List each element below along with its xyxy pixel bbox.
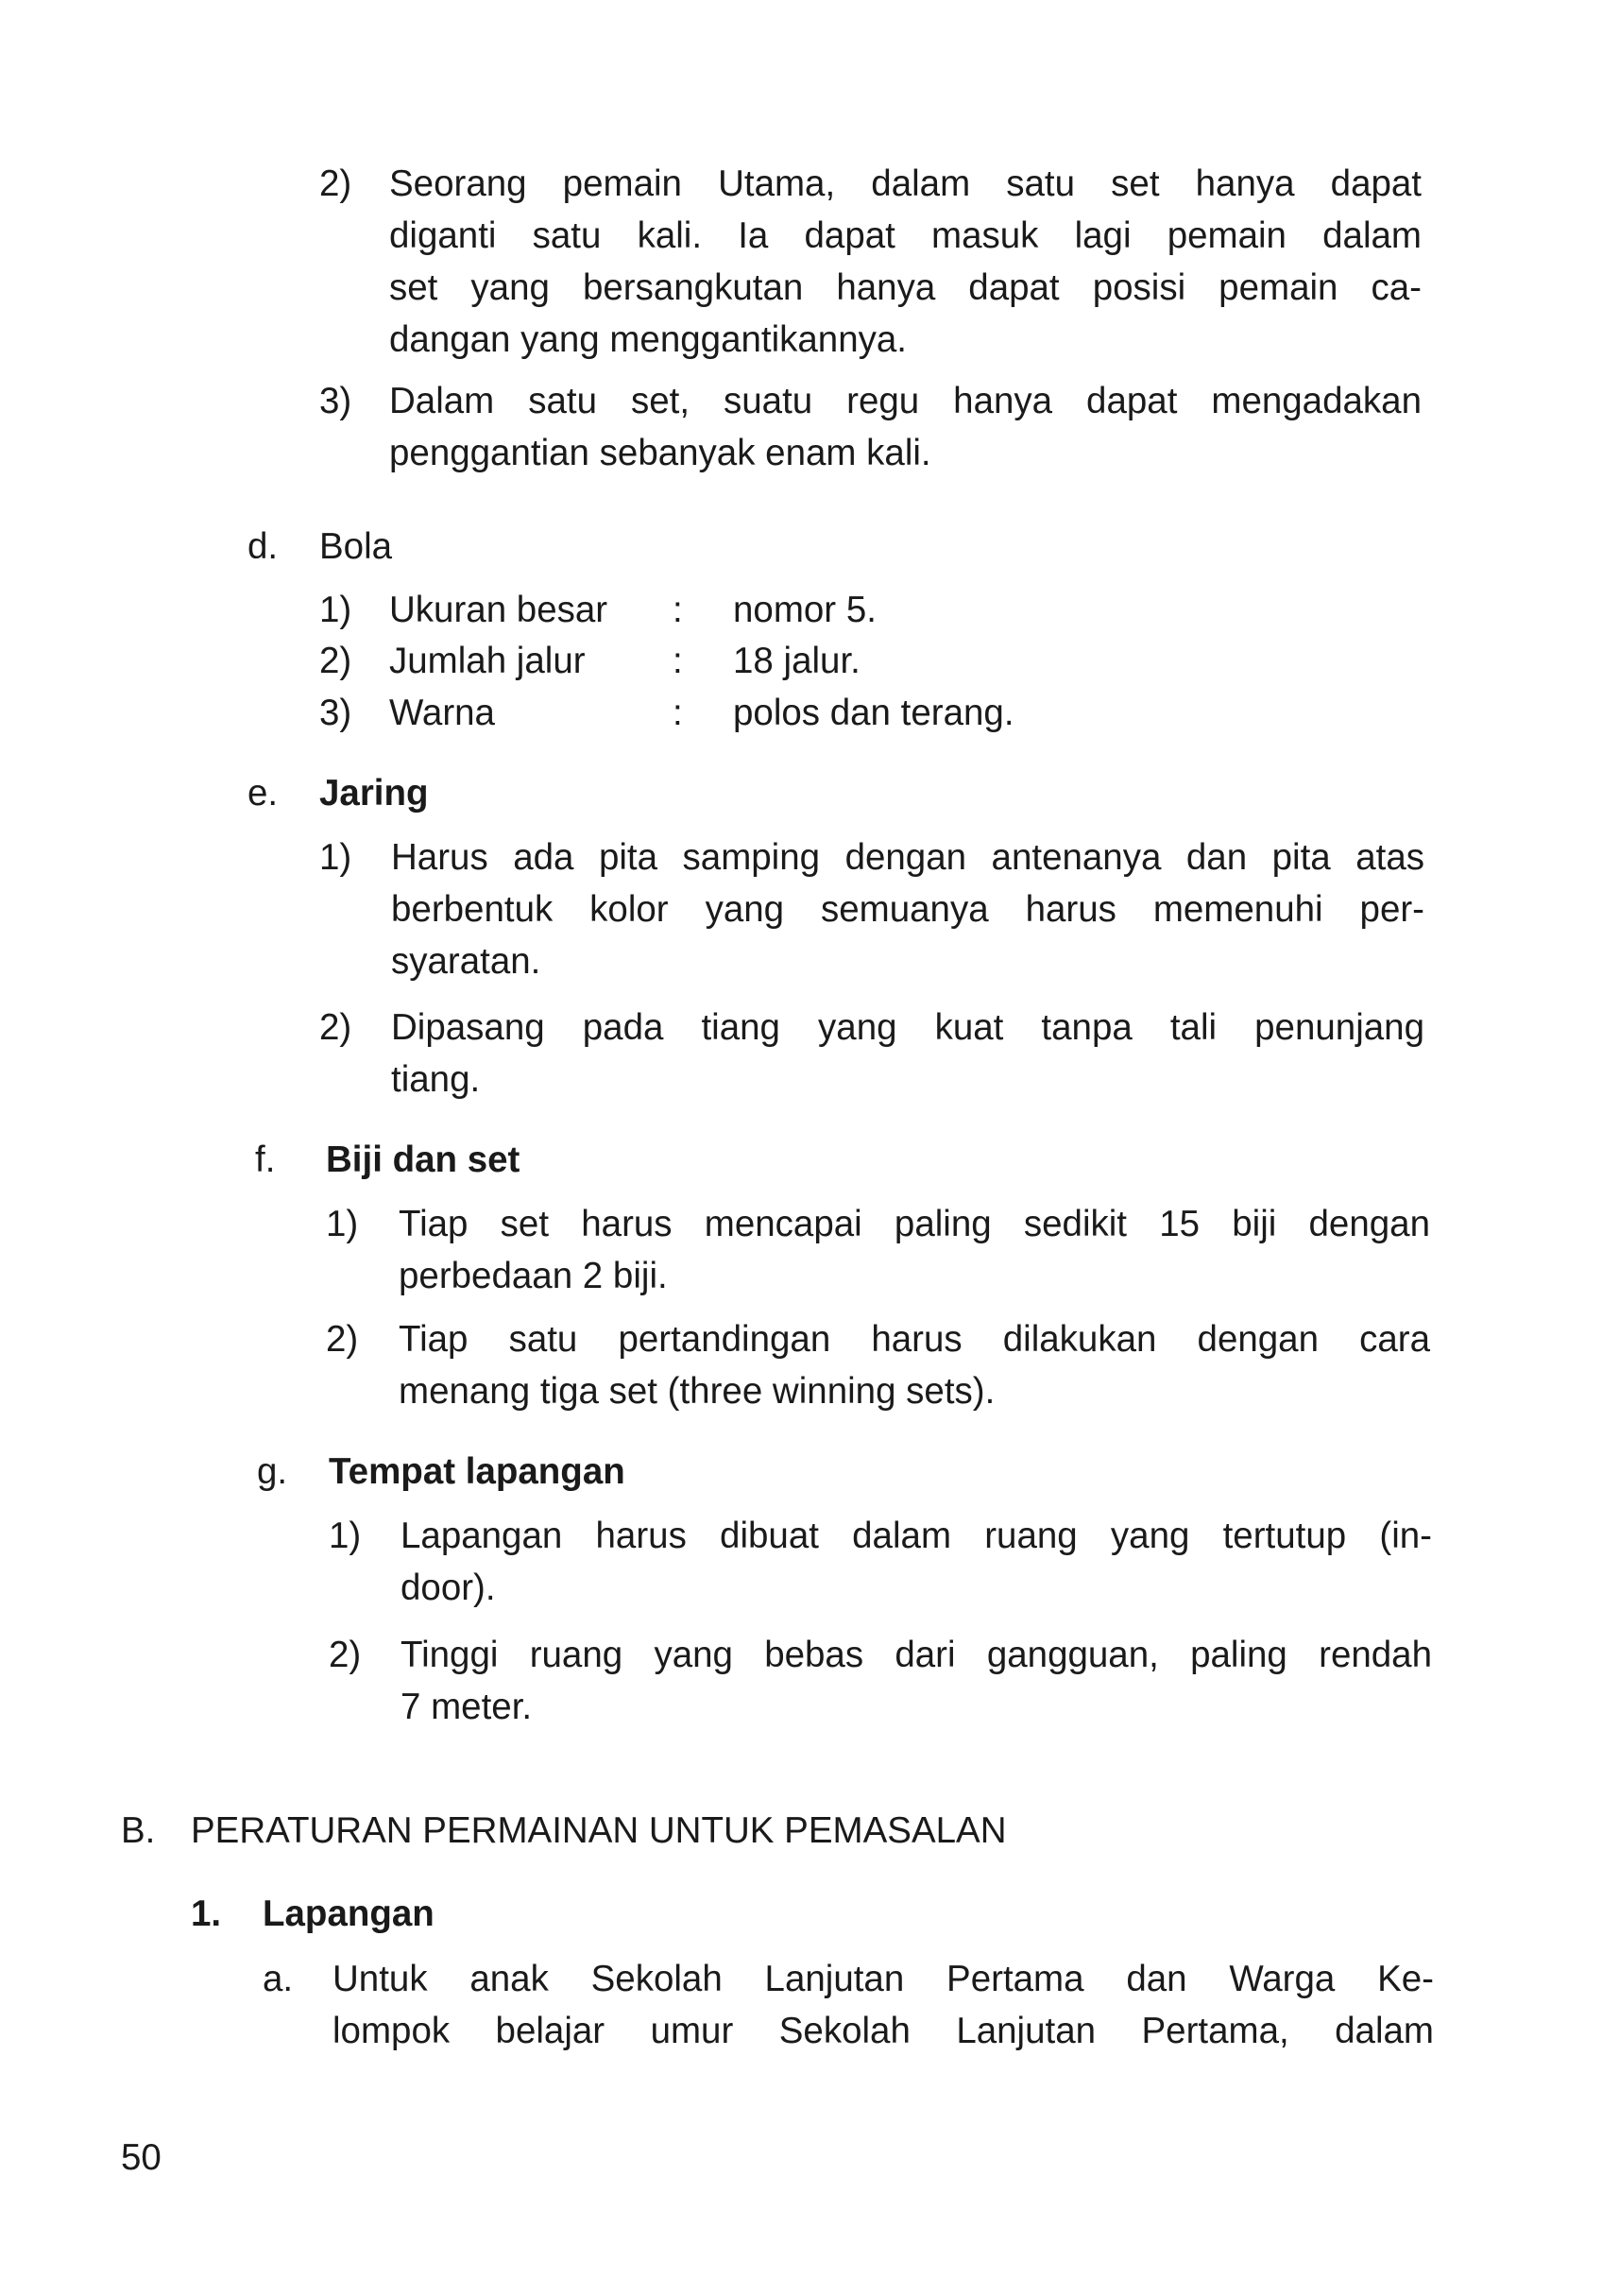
spec-value: polos dan terang. [733, 693, 1014, 733]
chapter-heading: PERATURAN PERMAINAN UNTUK PEMASALAN [191, 1810, 1007, 1851]
item-number: 2) [319, 1007, 352, 1048]
item-text-line: door). [400, 1568, 496, 1608]
item-text-line: set yang bersangkutan hanya dapat posisi pemain ca- [389, 267, 1422, 308]
chapter-letter: B. [121, 1810, 156, 1851]
item-text-line: Lapangan harus dibuat dalam ruang yang tertutup (in- [400, 1516, 1432, 1556]
section-heading: Jaring [319, 773, 429, 814]
section-letter: d. [247, 526, 279, 567]
section-letter: g. [257, 1451, 288, 1492]
spec-label: Ukuran besar [389, 590, 608, 630]
item-text-line: tiang. [391, 1059, 481, 1100]
spec-separator: : [673, 693, 683, 733]
spec-value: 18 jalur. [733, 641, 861, 681]
item-text-line: Harus ada pita samping dengan antenanya dan pita atas [391, 837, 1424, 878]
item-text-line: Seorang pemain Utama, dalam satu set hanya dapat [389, 163, 1422, 204]
spec-number: 3) [319, 693, 352, 733]
spec-label: Warna [389, 693, 495, 733]
item-text-line: dangan yang menggantikannya. [389, 319, 907, 360]
item-text-line: Tiap set harus mencapai paling sedikit 15 biji dengan [399, 1204, 1430, 1244]
spec-label: Jumlah jalur [389, 641, 586, 681]
section-letter: f. [255, 1139, 276, 1180]
item-text-line: perbedaan 2 biji. [399, 1256, 668, 1296]
section-heading: Tempat lapangan [329, 1451, 625, 1492]
spec-number: 1) [319, 590, 352, 630]
section-heading: Bola [319, 526, 393, 567]
page-number: 50 [121, 2137, 162, 2178]
item-number: 2) [329, 1635, 362, 1675]
spec-separator: : [673, 641, 683, 681]
item-number: 3) [319, 381, 352, 421]
item-text-line: Dalam satu set, suatu regu hanya dapat mengadakan [389, 381, 1422, 421]
item-letter: a. [263, 1959, 294, 1999]
item-text-line: berbentuk kolor yang semuanya harus memenuhi per- [391, 889, 1424, 930]
spec-value: nomor 5. [733, 590, 877, 630]
item-text-line: Tinggi ruang yang bebas dari gangguan, paling rendah [400, 1635, 1432, 1675]
item-text-line: syaratan. [391, 941, 541, 982]
item-text-line: Untuk anak Sekolah Lanjutan Pertama dan Warga Ke- [332, 1959, 1434, 1999]
item-text-line: menang tiga set (three winning sets). [399, 1371, 996, 1412]
item-number: 2) [319, 163, 352, 204]
item-text-line: lompok belajar umur Sekolah Lanjutan Pertama, dalam [332, 2011, 1434, 2051]
spec-separator: : [673, 590, 683, 630]
item-number: 1) [329, 1516, 362, 1556]
item-text-line: Tiap satu pertandingan harus dilakukan dengan cara [399, 1319, 1430, 1360]
section-letter: e. [247, 773, 279, 814]
subsection-heading: Lapangan [263, 1893, 435, 1934]
subsection-number: 1. [191, 1893, 222, 1934]
item-number: 1) [319, 837, 352, 878]
item-text-line: penggantian sebanyak enam kali. [389, 433, 931, 473]
spec-number: 2) [319, 641, 352, 681]
item-number: 2) [326, 1319, 359, 1360]
item-text-line: Dipasang pada tiang yang kuat tanpa tali penunjang [391, 1007, 1424, 1048]
section-heading: Biji dan set [326, 1139, 520, 1180]
item-text-line: diganti satu kali. Ia dapat masuk lagi pemain dalam [389, 215, 1422, 256]
item-text-line: 7 meter. [400, 1687, 533, 1727]
item-number: 1) [326, 1204, 359, 1244]
